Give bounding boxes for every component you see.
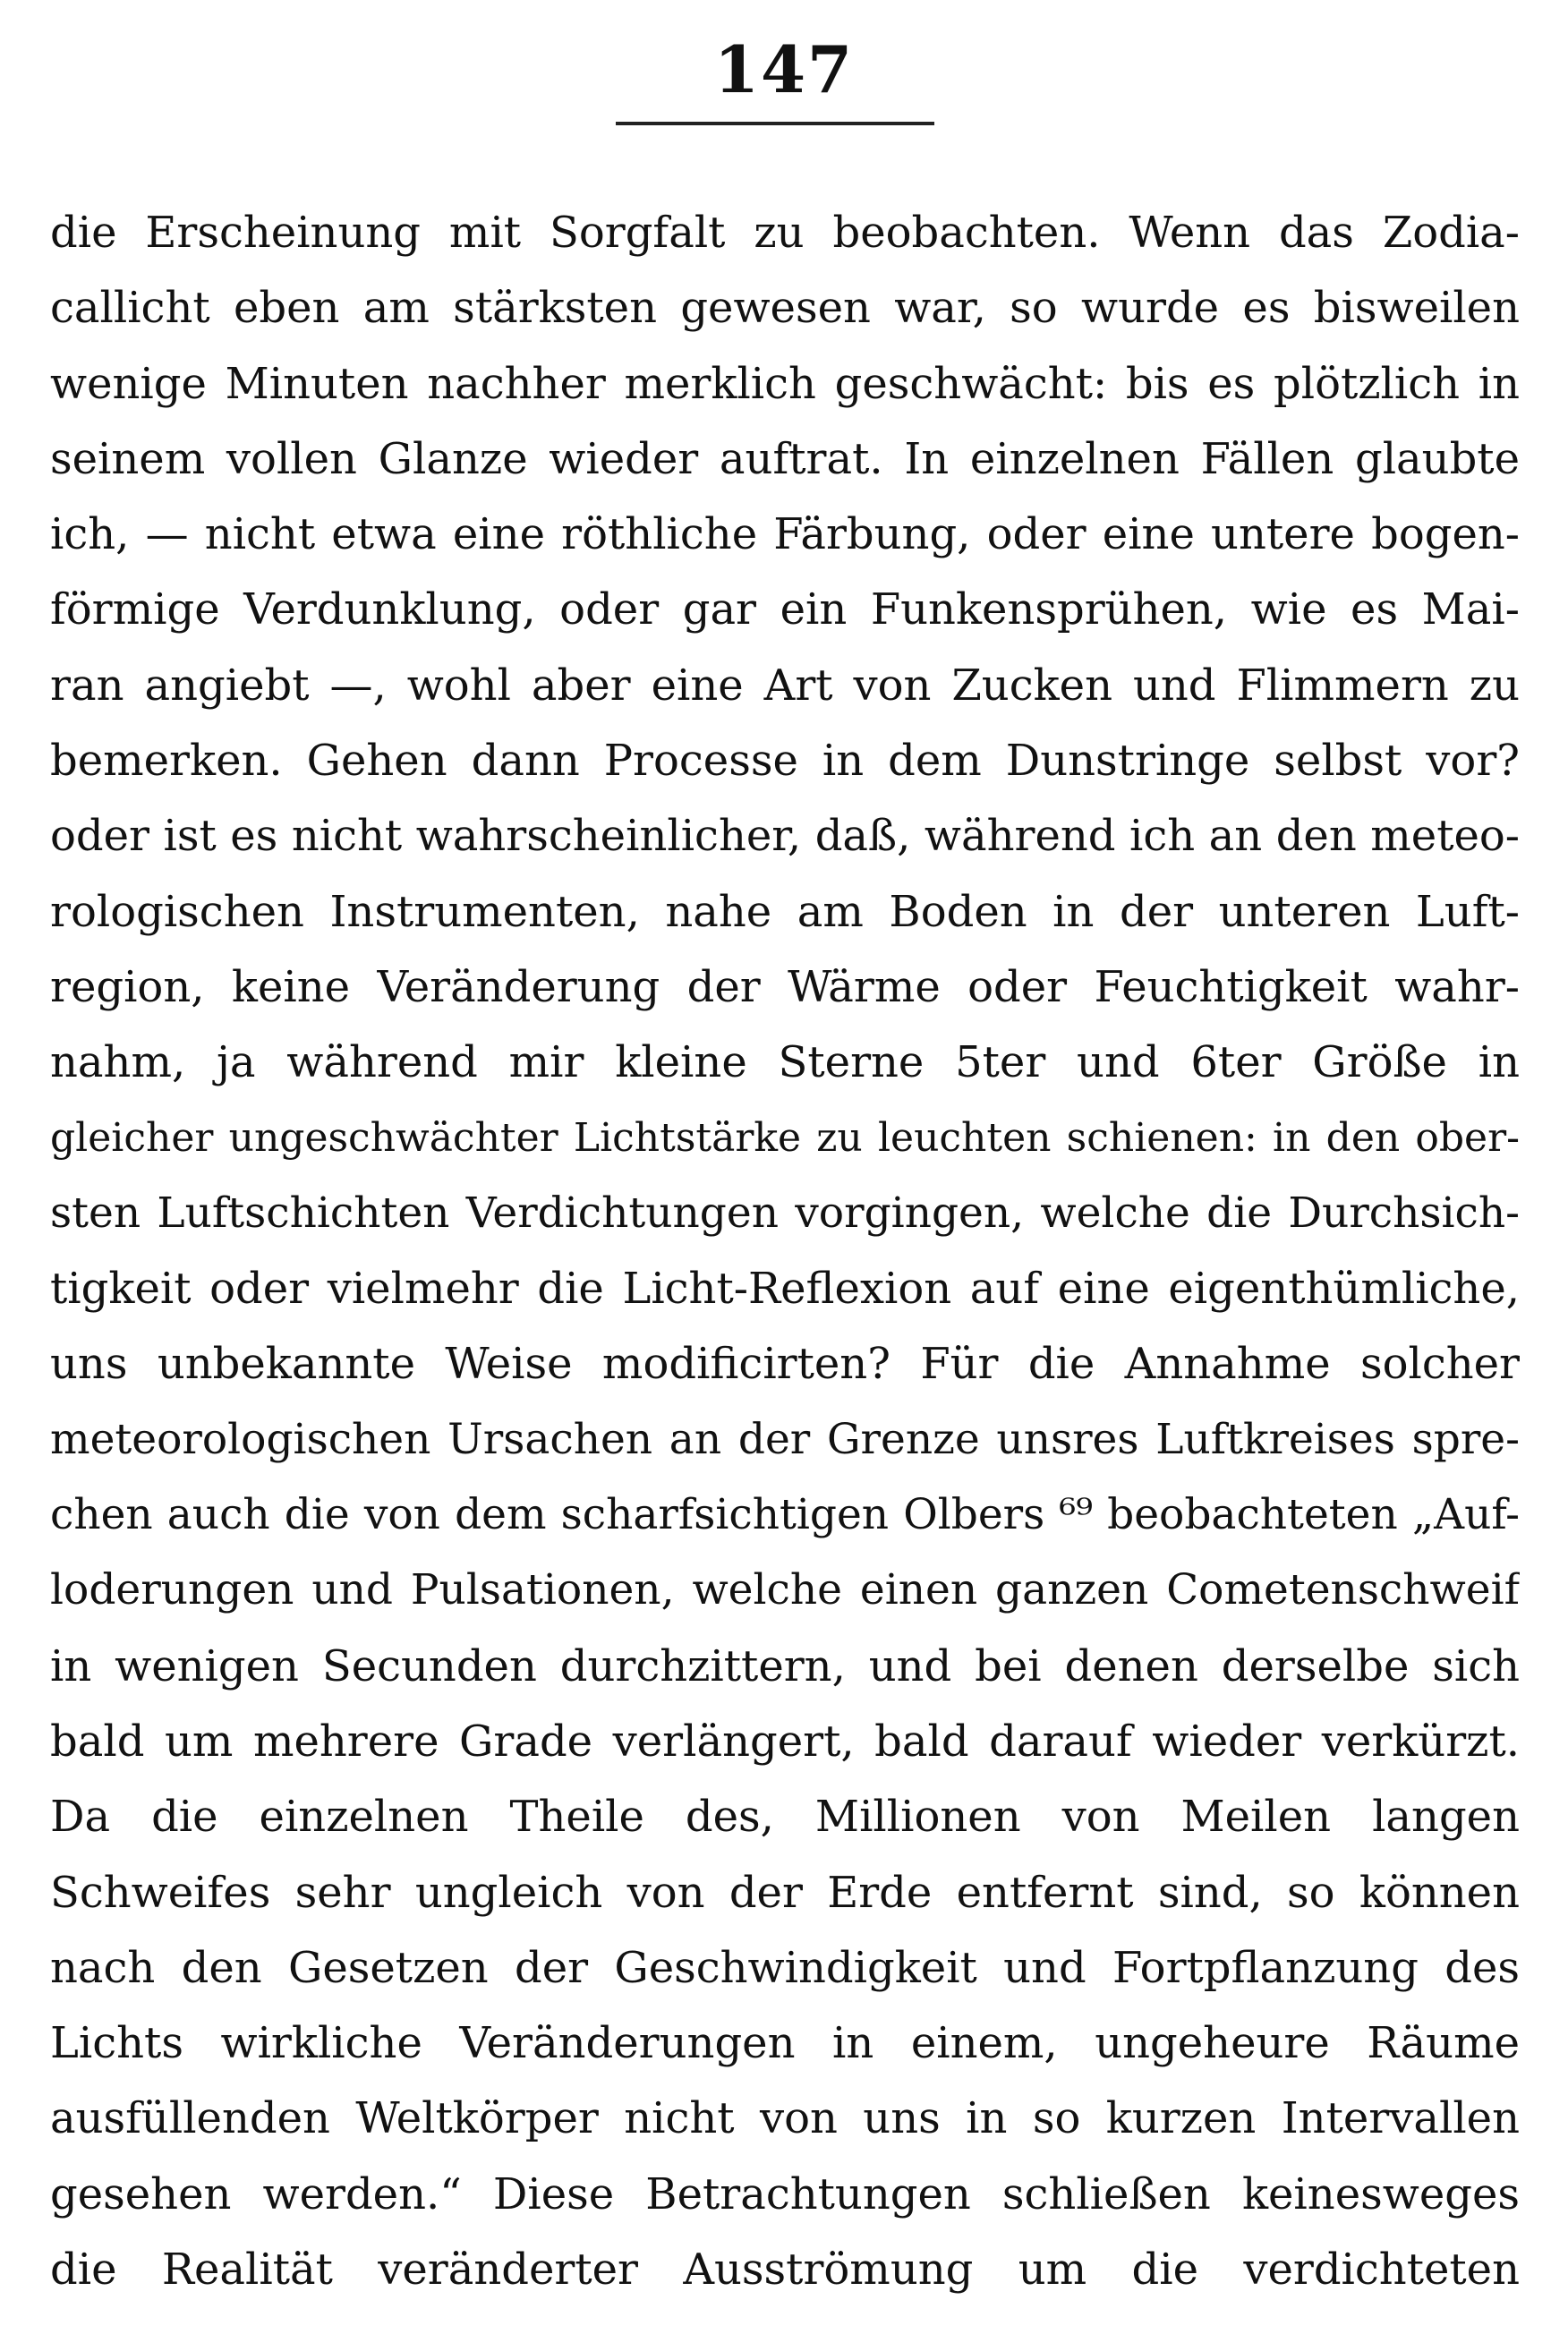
text-line: ausfüllenden Weltkörper nicht von uns in so kurzen Intervallen	[50, 2093, 1520, 2144]
text-line: bemerken. Gehen dann Processe in dem Dunstringe selbst vor?	[50, 736, 1520, 787]
text-line: ich, — nicht etwa eine röthliche Färbung, oder eine untere bogen-	[50, 509, 1520, 560]
text-line: oder ist es nicht wahrscheinlicher, daß, während ich an den meteo-	[50, 811, 1520, 862]
text-line: loderungen und Pulsationen, welche einen ganzen Cometenschweif	[50, 1565, 1520, 1615]
text-line: seinem vollen Glanze wieder auftrat. In einzelnen Fällen glaubte	[50, 433, 1520, 484]
text-line: callicht eben am stärksten gewesen war, so wurde es bisweilen	[50, 283, 1520, 334]
text-line: die Realität veränderter Ausströmung um die verdichteten	[50, 2245, 1520, 2296]
text-line: meteorologischen Ursachen an der Grenze unsres Luftkreises spre-	[50, 1414, 1520, 1464]
text-line: sten Luftschichten Verdichtungen vorgingen, welche die Durchsich-	[50, 1188, 1520, 1238]
text-line: ran angiebt —, wohl aber eine Art von Zucken und Flimmern zu	[50, 660, 1520, 711]
body-text	[50, 195, 1520, 2307]
header-rule	[616, 122, 934, 125]
text-line: förmige Verdunklung, oder gar ein Funkensprühen, wie es Mai-	[50, 584, 1520, 635]
page-number: 147	[713, 31, 855, 107]
text-line: tigkeit oder vielmehr die Licht-Reflexion auf eine eigenthümliche,	[50, 1264, 1520, 1315]
text-line: region, keine Veränderung der Wärme oder Feuchtigkeit wahr-	[50, 961, 1520, 1012]
text-line: wenige Minuten nachher merklich geschwächt: bis es plötzlich in	[50, 358, 1520, 409]
text-line: Schweifes sehr ungleich von der Erde entfernt sind, so können	[50, 1867, 1520, 1918]
text-line: die Erscheinung mit Sorgfalt zu beobachten. Wenn das Zodia-	[50, 208, 1520, 258]
text-line: gleicher ungeschwächter Lichtstärke zu leuchten schienen: in den ober-	[50, 1114, 1520, 1161]
text-line: gesehen werden.“ Diese Betrachtungen schließen keinesweges	[50, 2168, 1520, 2219]
text-line: bald um mehrere Grade verlängert, bald darauf wieder verkürzt.	[50, 1716, 1520, 1767]
text-line: rologischen Instrumenten, nahe am Boden in der unteren Luft-	[50, 886, 1520, 937]
text-line: Da die einzelnen Theile des, Millionen von Meilen langen	[50, 1792, 1520, 1843]
text-line: in wenigen Secunden durchzittern, und bei denen derselbe sich	[50, 1640, 1520, 1691]
text-line: chen auch die von dem scharfsichtigen Olbers ⁶⁹ beobachteten „Auf-	[50, 1490, 1520, 1540]
text-line: uns unbekannte Weise modificirten? Für die Annahme solcher	[50, 1339, 1520, 1390]
text-line: nach den Gesetzen der Geschwindigkeit und Fortpflanzung des	[50, 1942, 1520, 1993]
text-line: Lichts wirkliche Veränderungen in einem, ungeheure Räume	[50, 2018, 1520, 2069]
text-line: nahm, ja während mir kleine Sterne 5ter und 6ter Größe in	[50, 1037, 1520, 1088]
